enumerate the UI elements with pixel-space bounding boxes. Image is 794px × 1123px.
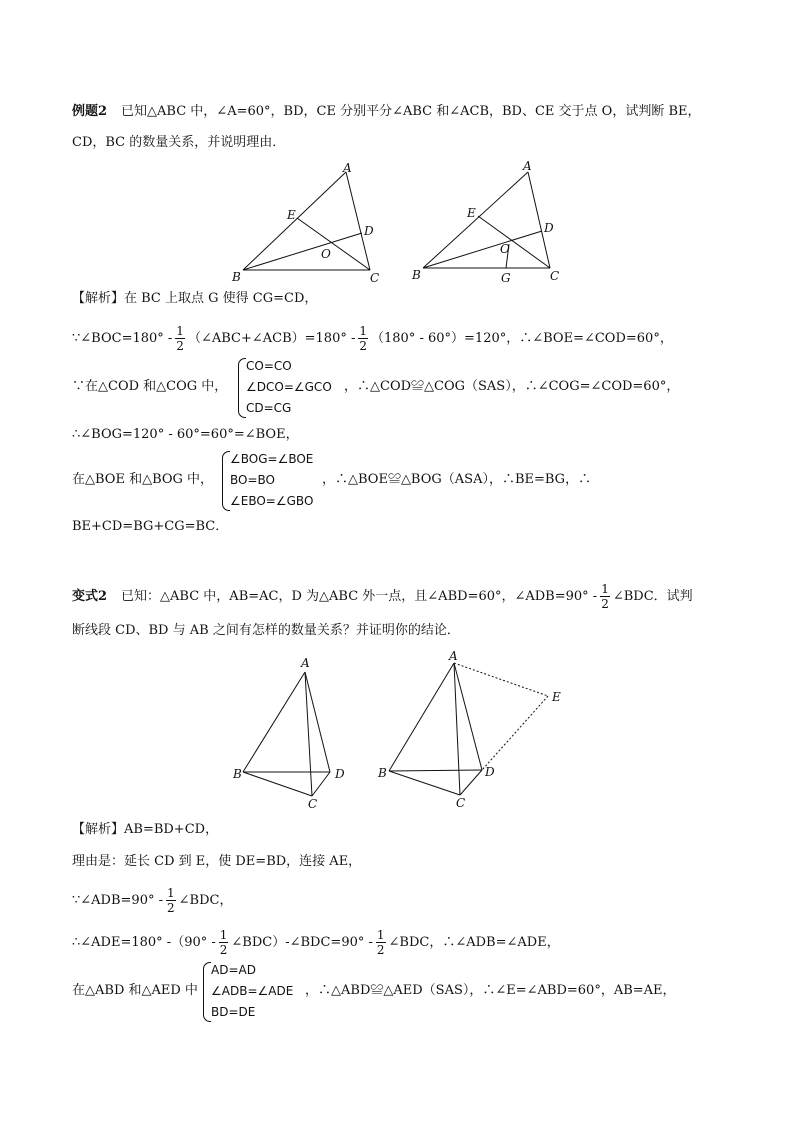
solution-1-line-4: ∴∠BOG=120° - 60°=60°=∠BOE，: [72, 427, 299, 442]
variant-2-text-1a: 已知：△ABC 中，AB=AC，D 为△ABC 外一点，且∠ABD=60°，∠ADB=90° -: [121, 589, 598, 604]
system-row: ∠BOG=∠BOE: [230, 452, 314, 466]
label-e: E: [552, 690, 561, 704]
system-row: CD=CG: [246, 401, 292, 415]
variant-2-tag: 变式2: [72, 589, 108, 604]
variant-2-line-1: [72, 582, 693, 611]
solution-1-line-2: [72, 324, 673, 353]
fraction-one-half: $\frac{1}{2}$: [359, 324, 368, 353]
solution-2-text-3a: ∵∠ADB=90° -: [72, 893, 163, 908]
fraction-one-half: $\frac{1}{2}$: [219, 928, 228, 957]
solution-1-line-1: 【解析】在 BC 上取点 G 使得 CG=CD，: [72, 291, 318, 306]
segment-bc: [243, 772, 312, 796]
solution-2-line-5b: ，∴△ABD≌△AED（SAS），∴∠E=∠ABD=60°，AB=AE，: [305, 983, 676, 998]
variant-2-line-2: 断线段 CD、BD 与 AB 之间有怎样的数量关系？并证明你的结论．: [72, 623, 460, 638]
solution-1-line-3b: ，∴△COD≌△COG（SAS），∴∠COG=∠COD=60°，: [344, 379, 680, 394]
solution-2-text-3b: ∠BDC，: [178, 893, 233, 908]
solution-2-text-4b: ∠BDC）-∠BDC=90° -: [231, 935, 373, 950]
segment-bd: [389, 770, 482, 771]
segment-ce: [478, 216, 550, 268]
example-2-tag: 例题2: [72, 104, 108, 119]
system-row: AD=AD: [211, 963, 256, 977]
segment-ab: [389, 663, 454, 771]
example-2-figure-2: [405, 155, 575, 285]
label-a: A: [523, 159, 532, 173]
fraction-one-half: $\frac{1}{2}$: [167, 886, 175, 915]
label-c: C: [370, 271, 380, 285]
system-row: ∠EBO=∠GBO: [230, 494, 314, 508]
segment-ac: [305, 672, 312, 796]
label-a: A: [343, 161, 352, 175]
system-brace: [203, 962, 211, 1022]
label-a: A: [301, 656, 310, 670]
segment-ba: [423, 172, 528, 268]
system-row: ∠DCO=∠GCO: [246, 380, 332, 394]
variant-2-text-1b: ∠BDC．试判: [612, 589, 693, 604]
fraction-one-half: $\frac{1}{2}$: [176, 324, 184, 353]
label-b: B: [378, 766, 387, 780]
label-d: D: [544, 221, 554, 235]
fraction-one-half: $\frac{1}{2}$: [601, 582, 609, 611]
system-row: ∠ADB=∠ADE: [211, 984, 294, 998]
solution-2-text-4a: ∴∠ADE=180° -（90° -: [72, 935, 216, 950]
segment-ac: [528, 172, 550, 268]
label-d: D: [335, 767, 345, 781]
solution-1-text-2a: ∵∠BOC=180° -: [72, 331, 173, 346]
label-o: O: [500, 242, 510, 256]
label-b: B: [412, 268, 421, 282]
example-2-text-1: 已知△ABC 中，∠A=60°，BD，CE 分别平分∠ABC 和∠ACB，BD、CE 交于点 O，试判断 BE，: [121, 104, 701, 119]
label-c: C: [550, 269, 560, 283]
solution-1-text-2b: （∠ABC+∠ACB）=180° -: [187, 331, 356, 346]
label-d: D: [485, 765, 495, 779]
label-o: O: [321, 247, 331, 261]
segment-de-dashed: [482, 696, 548, 770]
system-row: CO=CO: [246, 359, 292, 373]
segment-ab: [243, 672, 305, 772]
system-brace: [238, 358, 246, 418]
label-b: B: [233, 767, 242, 781]
variant-2-figure-1: [230, 655, 360, 815]
solution-1-text-2c: （180° - 60°）=120°，∴∠BOE=∠COD=60°，: [371, 331, 673, 346]
example-2-figure-1: [225, 160, 395, 285]
solution-1-line-3a: ∵在△COD 和△COG 中，: [72, 379, 228, 394]
segment-bc: [389, 771, 460, 795]
solution-1-line-5a: 在△BOE 和△BOG 中，: [72, 472, 214, 487]
example-2-line-2: CD，BC 的数量关系，并说明理由．: [72, 135, 286, 150]
segment-ae-dashed: [454, 663, 548, 696]
label-c: C: [456, 796, 466, 810]
segment-cd: [312, 772, 330, 796]
system-row: BO=BO: [230, 473, 275, 487]
fraction-one-half: $\frac{1}{2}$: [376, 928, 385, 957]
solution-2-line-3: [72, 886, 232, 915]
label-e: E: [467, 206, 476, 220]
system-row: BD=DE: [211, 1005, 256, 1019]
solution-2-line-2: 理由是：延长 CD 到 E，使 DE=BD，连接 AE，: [72, 854, 362, 869]
system-brace: [222, 451, 230, 511]
segment-cd: [460, 770, 482, 795]
example-2-line-1: [72, 102, 701, 122]
solution-2-text-4c: ∠BDC，∴∠ADB=∠ADE，: [388, 935, 560, 950]
solution-1-line-5b: ，∴△BOE≌△BOG（ASA），∴BE=BG，∴: [322, 472, 592, 487]
label-d: D: [364, 224, 374, 238]
label-a: A: [449, 649, 458, 663]
solution-2-line-5a: 在△ABD 和△AED 中: [72, 983, 198, 998]
label-b: B: [232, 270, 241, 284]
label-g: G: [501, 271, 511, 285]
segment-ad: [305, 672, 330, 772]
variant-2-figure-2: [375, 648, 570, 813]
solution-1-line-6: BE+CD=BG+CG=BC．: [72, 519, 229, 534]
label-e: E: [287, 208, 296, 222]
label-c: C: [308, 797, 318, 811]
solution-2-line-4: [72, 928, 560, 957]
solution-2-line-1: 【解析】AB=BD+CD，: [72, 822, 219, 837]
